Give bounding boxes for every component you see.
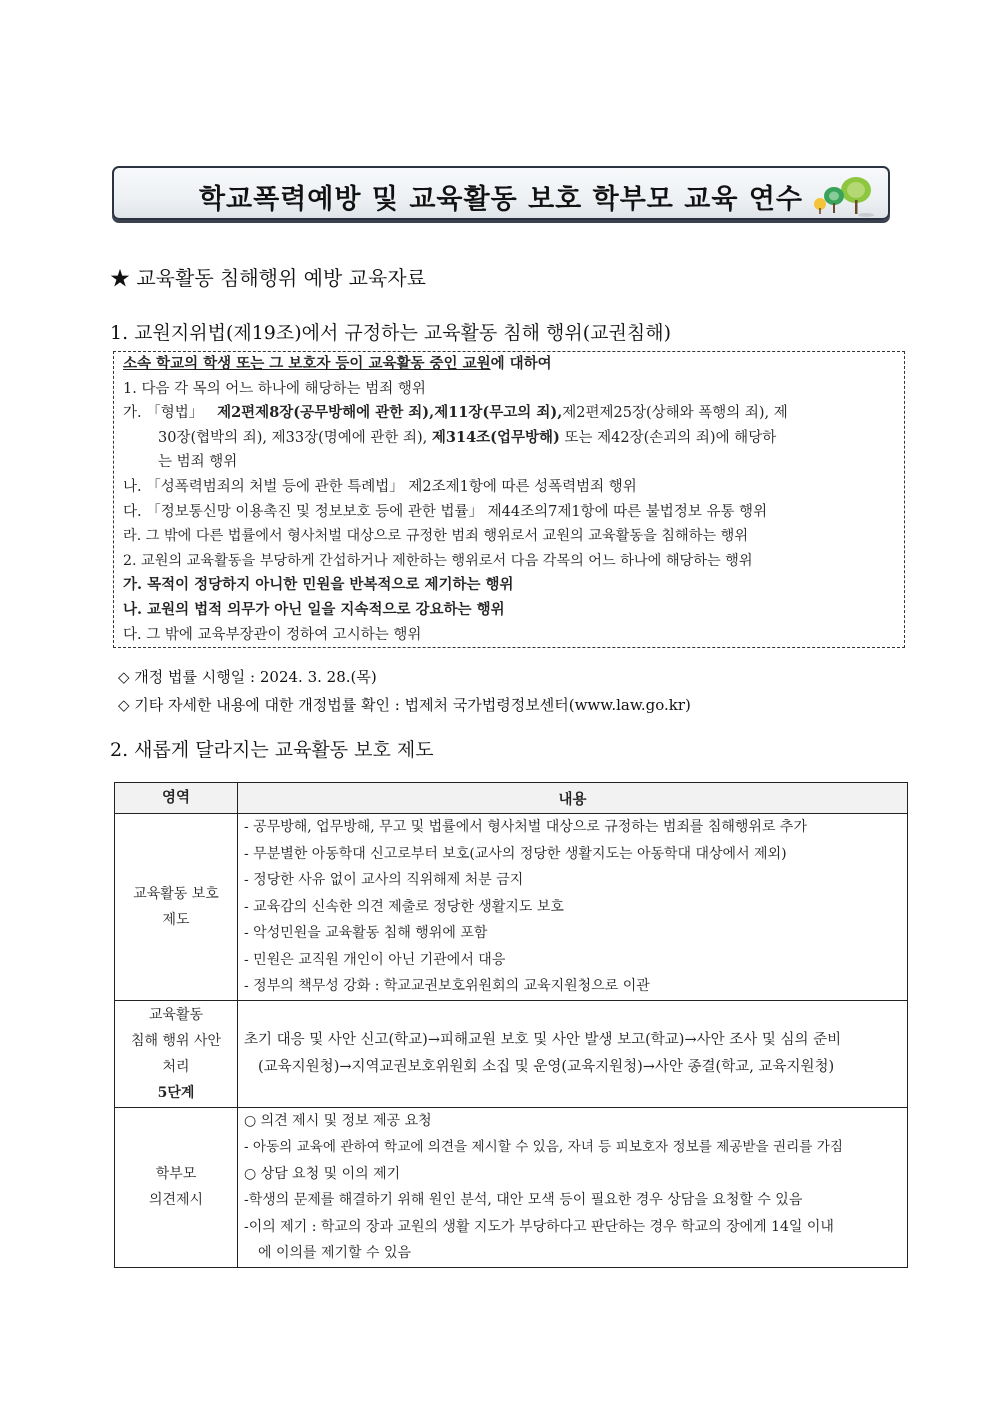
row3-content: ○ 의견 제시 및 정보 제공 요청 - 아동의 교육에 관하여 학교에 의견을 제시할 수 있음, 자녀 등 피보호자 정보를 제공받을 권리를 가짐 ○ 상담 요청 및 이의 제기 -학생의 문제를 해결하기 위해 원인 분석, 대안 모색 등이 필요한 경우 상담을 요청할 수 있음 -이의 제기 : 학교의 장과 교원의 생활 지도가 부당하다고 판단하는 경우 학교의 장에게 14일 이내 에 이의를 제기할 수 있음: [238, 1107, 908, 1267]
page-title: 학교폭력예방 및 교육활동 보호 학부모 교육 연수: [198, 184, 804, 215]
protection-system-table: [114, 782, 908, 1268]
law-item-1-da: 다. 「정보통신망 이용촉진 및 정보보호 등에 관한 법률」 제44조의7제1항에 따른 불법정보 유통 행위: [123, 503, 768, 520]
section2-heading: 2. 새롭게 달라지는 교육활동 보호 제도: [110, 739, 434, 761]
row2-area: 교육활동 침해 행위 사안 처리 5단계: [115, 1000, 238, 1107]
tree-icon: [810, 174, 876, 218]
row2-content: 초기 대응 및 사안 신고(학교)→피해교원 보호 및 사안 발생 보고(학교)→사안 조사 및 심의 준비 (교육지원청)→지역교권보호위원회 소집 및 운영(교육지원청)→사안 종결(학교, 교육지원청): [238, 1000, 908, 1107]
law-item-1-ra: 라. 그 밖에 다른 법률에서 형사처벌 대상으로 규정한 범죄 행위로서 교원의 교육활동을 침해하는 행위: [123, 528, 749, 545]
law-box: [113, 351, 905, 648]
law-item-1-na: 나. 「성폭력범죄의 처벌 등에 관한 특례법」 제2조제1항에 따른 성폭력범죄 행위: [123, 479, 637, 495]
row1-content: - 공무방해, 업무방해, 무고 및 법률에서 형사처벌 대상으로 규정하는 범죄를 침해행위로 추가 - 무분별한 아동학대 신고로부터 보호(교사의 정당한 생활지도는 아동학대 대상에서 제외) - 정당한 사유 없이 교사의 직위해제 처분 금지 - 교육감의 신속한 의견 제출로 정당한 생활지도 보호 - 악성민원을 교육활동 침해 행위에 포함 - 민원은 교직원 개인이 아닌 기관에서 대응 - 정부의 책무성 강화 : 학교교권보호위원회의 교육지원청으로 이관: [238, 814, 908, 1001]
col-area-header: 영역: [115, 783, 238, 814]
law-item-1-ga-cont: 30장(협박의 죄), 제33장(명예에 관한 죄), 제314조(업무방해) 또는 제42장(손괴의 죄)에 해당하: [158, 428, 777, 446]
col-content-header: 내용: [238, 783, 908, 814]
table-row: [115, 814, 908, 1001]
note-effective-date: ◇ 개정 법률 시행일 : 2024. 3. 28.(목): [118, 668, 377, 686]
law-item-2-ga: 가. 목적이 정당하지 아니한 민원을 반복적으로 제기하는 행위: [123, 576, 514, 594]
table-header-row: [115, 783, 908, 814]
law-item-1: 1. 다음 각 목의 어느 하나에 해당하는 범죄 행위: [123, 380, 426, 397]
note-law-link: ◇ 기타 자세한 내용에 대한 개정법률 확인 : 법제처 국가법령정보센터(www.law.go.kr): [118, 696, 691, 714]
title-banner: [112, 166, 890, 220]
table-row: [115, 1107, 908, 1267]
law-item-2: 2. 교원의 교육활동을 부당하게 간섭하거나 제한하는 행위로서 다음 각목의 어느 하나에 해당하는 행위: [123, 552, 753, 569]
section1-heading: 1. 교원지위법(제19조)에서 규정하는 교육활동 침해 행위(교권침해): [110, 322, 672, 344]
law-item-2-na: 나. 교원의 법적 의무가 아닌 일을 지속적으로 강요하는 행위: [123, 601, 505, 618]
row3-area: 학부모 의견제시: [115, 1107, 238, 1267]
law-item-2-da: 다. 그 밖에 교육부장관이 정하여 고시하는 행위: [123, 626, 422, 643]
section-star-heading: ★ 교육활동 침해행위 예방 교육자료: [110, 266, 426, 290]
law-intro: 소속 학교의 학생 또는 그 보호자 등이 교육활동 중인 교원에 대하여: [123, 355, 552, 372]
row1-area: 교육활동 보호 제도: [115, 814, 238, 1001]
law-item-1-ga: 가. 「형법」 제2편제8장(공무방해에 관한 죄),제11장(무고의 죄),제2편제25장(상해와 폭행의 죄), 제: [123, 404, 788, 422]
law-item-1-ga-cont2: 는 범죄 행위: [158, 454, 238, 471]
table-row: [115, 1000, 908, 1107]
